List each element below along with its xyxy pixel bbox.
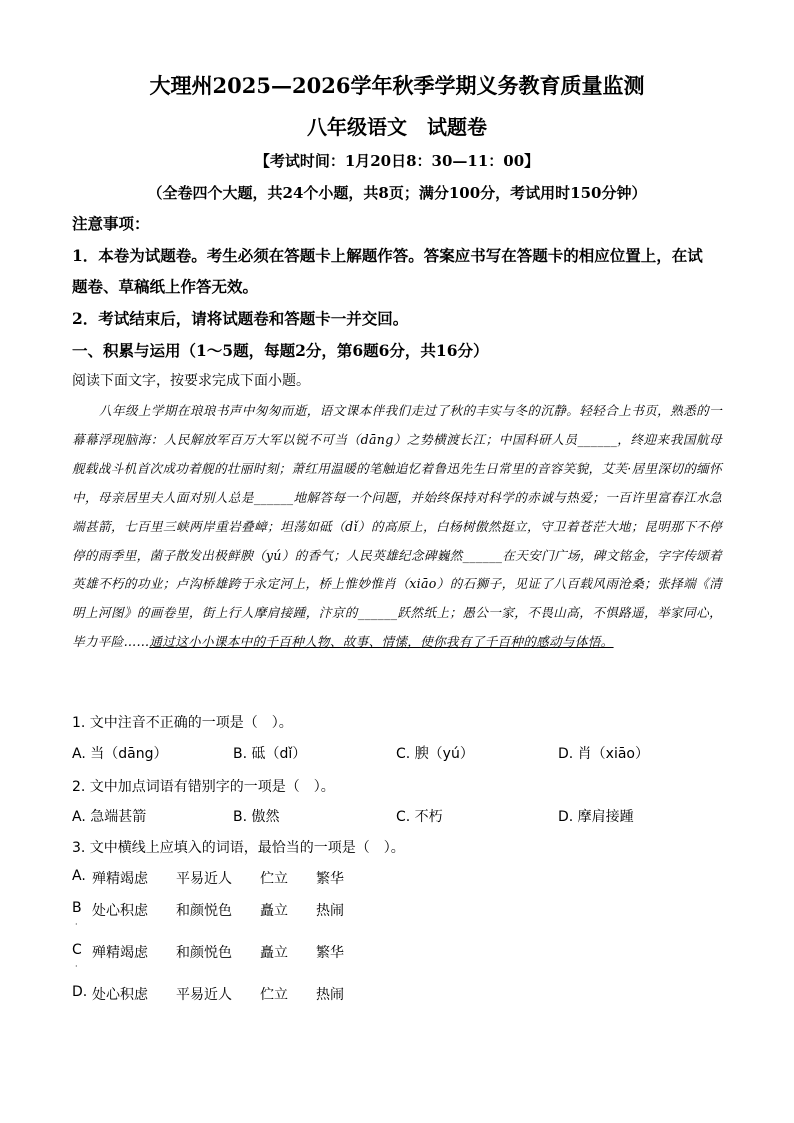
choice-word-2: 平易近人 (176, 871, 232, 887)
choice-word-4: 热闹 (316, 903, 344, 919)
choice-word-1: 殚精竭虑 (92, 871, 148, 887)
notice-item-1-line-2: 题卷、草稿纸上作答无效。 (72, 277, 259, 296)
exam-subtitle: 八年级语文 试题卷 (307, 115, 487, 139)
notice-heading: 注意事项： (72, 214, 150, 233)
choice-word-2: 平易近人 (176, 987, 232, 1003)
choice-letter: D. (72, 984, 88, 1000)
question-1-option-a: A. 当（dāng） (72, 746, 168, 762)
question-1-option-c: C. 腴（yú） (396, 746, 474, 762)
question-1-option-b: B. 砥（dǐ） (233, 746, 307, 762)
choice-word-4: 繁华 (316, 871, 344, 887)
choice-word-2: 和颜悦色 (176, 903, 232, 919)
choice-letter: A. (72, 868, 86, 884)
choice-word-4: 繁华 (316, 945, 344, 961)
passage-text: 八年级上学期在琅琅书声中匆匆而逝，语文课本伴我们走过了秋的丰实与冬的沉静。轻轻合上书页，熟悉的一幕幕浮现脑海：人民解放军百万大军以锐不可当（dāng）之势横渡长江；中国科研人员______，终迎来我国航母舰载战斗机首次成功着舰的壮丽时刻；萧红用温暖的笔触追忆着鲁迅先生日常里的音容笑貌，艾芙·居里深切的缅怀中，母亲居里夫人面对别人总是______地解答每一个问题，并始终保持对科学的赤诚与热爱；一百许里富春江水急端甚箭，七百里三峡两岸重岩叠嶂；坦荡如砥（dǐ）的高原上，白杨树傲然挺立，守卫着苍茫大地；昆明那下不停停的雨季里，菌子散发出极鲜腴（yú）的香气；人民英雄纪念碑巍然______在天安门广场，碑文铭金，字字传颂着英雄不朽的功业；卢沟桥雄跨于永定河上，桥上惟妙惟肖（xiāo）的石狮子，见证了八百载风雨沧桑；张择端《清明上河图》的画卷里，街上行人摩肩接踵，汴京的______跃然纸上；愚公一家，不畏山高，不惧路遥，举家同心，毕力平险…… (72, 403, 722, 650)
question-2-options (72, 806, 722, 828)
passage-underlined-sentence: 通过这小小课本中的千百种人物、故事、情愫，使你我有了千百种的感动与体悟。 (149, 634, 614, 650)
question-2-stem: 2. 文中加点词语有错别字的一项是（ ）。 (72, 779, 335, 795)
question-2-option-d: D. 摩肩接踵 (558, 809, 634, 825)
choice-word-3: 矗立 (260, 945, 288, 961)
stray-dot-mark: · (75, 962, 78, 971)
choice-letter: B (72, 900, 82, 916)
choice-word-1: 处心积虑 (92, 903, 148, 919)
choice-word-2: 和颜悦色 (176, 945, 232, 961)
choice-word-1: 处心积虑 (92, 987, 148, 1003)
question-2-option-c: C. 不朽 (396, 809, 443, 825)
choice-word-4: 热闹 (316, 987, 344, 1003)
question-2-option-b: B. 傲然 (233, 809, 280, 825)
exam-time: 【考试时间：1月20日8：30—11：00】 (254, 152, 540, 170)
choice-word-1: 殚精竭虑 (92, 945, 148, 961)
question-1-stem: 1. 文中注音不正确的一项是（ ）。 (72, 715, 293, 731)
stray-dot-mark: · (75, 920, 78, 929)
choice-word-3: 伫立 (260, 871, 288, 887)
reading-instruction: 阅读下面文字，按要求完成下面小题。 (72, 373, 310, 389)
question-1-options (72, 743, 722, 765)
reading-passage (72, 397, 722, 657)
question-2-option-a: A. 急端甚箭 (72, 809, 147, 825)
section-heading: 一、积累与运用（1～5题，每题2分，第6题6分，共16分） (72, 341, 489, 360)
choice-word-3: 伫立 (260, 987, 288, 1003)
notice-item-2: 2．考试结束后，请将试题卷和答题卡一并交回。 (72, 309, 409, 328)
choice-word-3: 矗立 (260, 903, 288, 919)
exam-overview: （全卷四个大题，共24个小题，共8页；满分100分，考试用时150分钟） (147, 184, 647, 202)
question-3-stem: 3. 文中横线上应填入的词语，最恰当的一项是（ ）。 (72, 840, 405, 856)
question-1-option-d: D. 肖（xiāo） (558, 746, 649, 762)
choice-letter: C (72, 942, 82, 958)
exam-title: 大理州2025—2026学年秋季学期义务教育质量监测 (149, 73, 645, 98)
notice-item-1-line-1: 1．本卷为试题卷。考生必须在答题卡上解题作答。答案应书写在答题卡的相应位置上，在试 (72, 246, 703, 265)
